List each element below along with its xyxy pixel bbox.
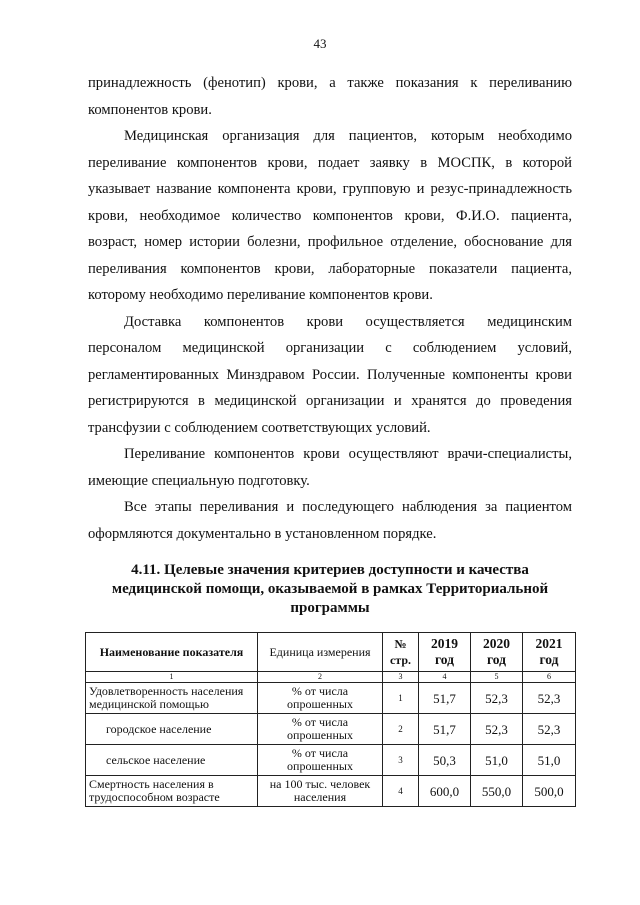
indicator-unit: % от числа опрошенных [258, 683, 383, 714]
indicator-page: 4 [383, 776, 419, 807]
paragraph: Медицинская организация для пациентов, которым необходимо переливание компонентов крови, подает заявку в МОСПК, в которой указывает название компонента крови, групповую и резус-принадлежность крови, необходимое количество компонентов крови, Ф.И.О. пациента, возраст, номер истории болезни, профильное отделение, обоснование для переливания компонентов крови, лабораторные показатели пациента, которому необходимо переливание компонентов крови. [88, 128, 572, 303]
value-2021: 52,3 [523, 683, 576, 714]
column-number-row [86, 672, 576, 683]
value-2020: 52,3 [471, 714, 523, 745]
column-number: 4 [419, 672, 471, 683]
column-number: 6 [523, 672, 576, 683]
value-2021: 500,0 [523, 776, 576, 807]
indicator-unit: % от числа опрошенных [258, 714, 383, 745]
paragraph: Доставка компонентов крови осуществляется медицинским персоналом медицинской организации с соблюдением условий, регламентированных Минздравом России. Полученные компоненты крови регистрируются в медицинской организации и хранятся до проведения трансфузии с соблюдением соответствующих условий. [88, 313, 572, 436]
column-number: 5 [471, 672, 523, 683]
header-2019: 2019 год [419, 633, 471, 672]
column-number: 1 [86, 672, 258, 683]
table-header-row [86, 633, 576, 672]
indicator-name: Удовлетворенность населения медицинской помощью [86, 683, 258, 714]
value-2019: 50,3 [419, 745, 471, 776]
indicator-unit: на 100 тыс. человек населения [258, 776, 383, 807]
column-number: 2 [258, 672, 383, 683]
body-text [88, 70, 572, 547]
indicator-name: Смертность населения в трудоспособном возрасте [86, 776, 258, 807]
header-page: № стр. [383, 633, 419, 672]
header-unit: Единица измерения [258, 633, 383, 672]
paragraph: принадлежность (фенотип) крови, а также показания к переливанию компонентов крови. [88, 75, 572, 118]
column-number: 3 [383, 672, 419, 683]
table-row [86, 714, 576, 745]
value-2020: 52,3 [471, 683, 523, 714]
indicator-name: городское население [86, 714, 258, 745]
value-2021: 51,0 [523, 745, 576, 776]
table-row [86, 776, 576, 807]
page-number: 43 [313, 36, 327, 51]
indicator-name: сельское население [86, 745, 258, 776]
indicator-unit: % от числа опрошенных [258, 745, 383, 776]
paragraph: Все этапы переливания и последующего наблюдения за пациентом оформляются документально в установленном порядке. [88, 499, 572, 542]
indicator-page: 3 [383, 745, 419, 776]
paragraph: Переливание компонентов крови осуществляют врачи-специалисты, имеющие специальную подготовку. [88, 446, 572, 489]
indicators-table [85, 632, 576, 807]
value-2020: 550,0 [471, 776, 523, 807]
indicator-page: 2 [383, 714, 419, 745]
header-2021: 2021 год [523, 633, 576, 672]
value-2020: 51,0 [471, 745, 523, 776]
value-2021: 52,3 [523, 714, 576, 745]
value-2019: 51,7 [419, 714, 471, 745]
table-row [86, 683, 576, 714]
header-2020: 2020 год [471, 633, 523, 672]
indicator-page: 1 [383, 683, 419, 714]
value-2019: 600,0 [419, 776, 471, 807]
value-2019: 51,7 [419, 683, 471, 714]
header-indicator-name: Наименование показателя [86, 633, 258, 672]
table-row [86, 745, 576, 776]
section-title: 4.11. Целевые значения критериев доступности и качества медицинской помощи, оказываемой в рамках Территориальной программы [111, 562, 549, 616]
